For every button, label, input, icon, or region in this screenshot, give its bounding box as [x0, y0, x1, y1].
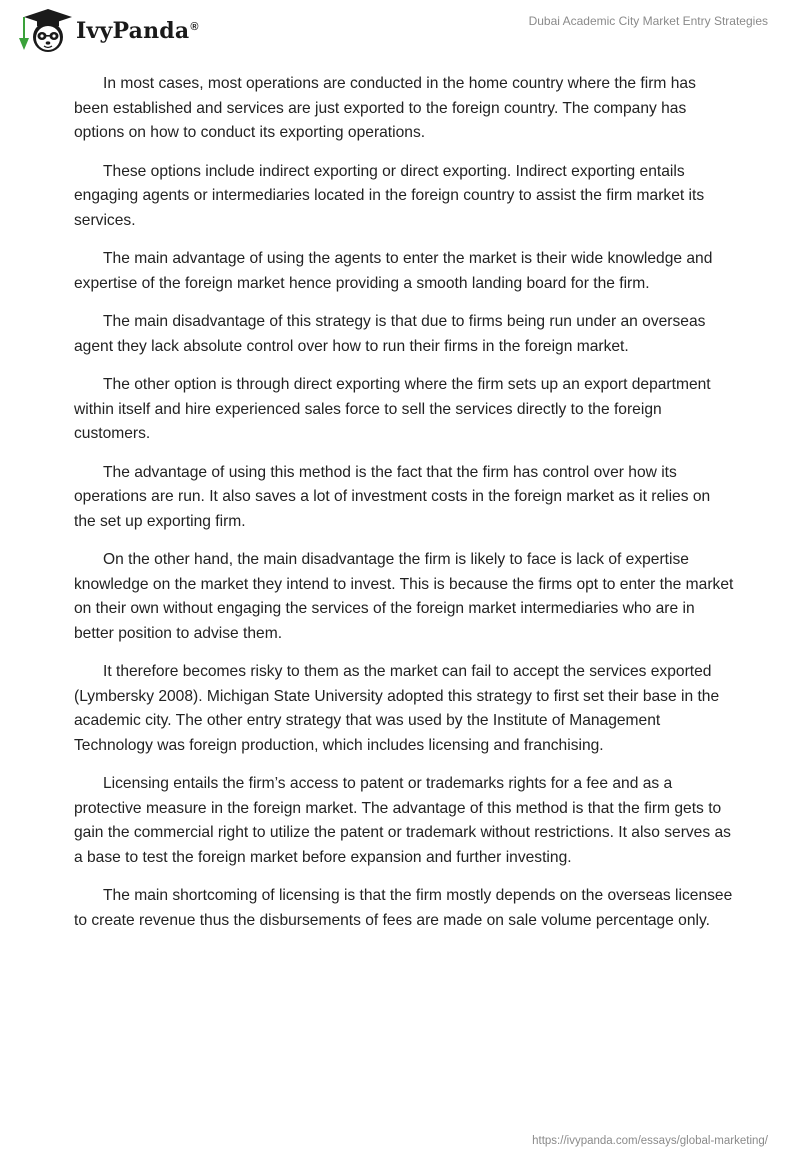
source-url-link[interactable]: https://ivypanda.com/essays/global-marketing/	[532, 1135, 768, 1147]
essay-body	[74, 72, 734, 947]
paragraph: The main disadvantage of this strategy is that due to firms being run under an overseas agent they lack absolute control over how to run their firms in the foreign market.	[74, 313, 706, 355]
paragraph: Licensing entails the firm’s access to patent or trademarks rights for a fee and as a protective measure in the foreign market. The advantage of this method is that the firm gets to gain the commercial right to utilize the patent or trademark without restrictions. It also serves as a base to test the foreign market before expansion and further investing.	[74, 775, 731, 866]
paragraph: The advantage of using this method is the fact that the firm has control over how its operations are run. It also saves a lot of investment costs in the foreign market as it relies on the set up exporting firm.	[74, 463, 711, 530]
brand-name-text: IvyPanda	[76, 18, 190, 44]
panda-graduate-logo-icon	[14, 8, 72, 54]
paragraph: In most cases, most operations are conducted in the home country where the firm has been established and services are just exported to the foreign country. The company has options on how to conduct its exporting operations.	[74, 75, 696, 141]
paragraph: The other option is through direct exporting where the firm sets up an export department within itself and hire experienced sales force to sell the services directly to the foreign customers.	[74, 376, 711, 442]
document-title: Dubai Academic City Market Entry Strategies	[528, 14, 768, 28]
brand-name	[76, 18, 199, 44]
registered-mark: ®	[190, 20, 199, 33]
paragraph: The main advantage of using the agents to enter the market is their wide knowledge and expertise of the foreign market hence providing a smooth landing board for the firm.	[74, 250, 713, 292]
brand-logo[interactable]	[14, 8, 199, 54]
paragraph: These options include indirect exporting or direct exporting. Indirect exporting entails engaging agents or intermediaries located in the foreign country to assist the firm market its services.	[74, 162, 705, 229]
paragraph: On the other hand, the main disadvantage the firm is likely to face is lack of expertise knowledge on the market they intend to invest. This is because the firms opt to enter the market on their own without engaging the services of the foreign market intermediaries who are in better position to advise them.	[74, 551, 734, 642]
paragraph: It therefore becomes risky to them as the market can fail to accept the services exported (Lymbersky 2008). Michigan State University adopted this strategy to first set their base in the academic city. The other entry strategy that was used by the Institute of Management Technology was foreign production, which includes licensing and franchising.	[74, 663, 720, 754]
paragraph: The main shortcoming of licensing is that the firm mostly depends on the overseas licensee to create revenue thus the disbursements of fees are made on sale volume percentage only.	[74, 887, 733, 929]
page-header	[0, 0, 800, 60]
